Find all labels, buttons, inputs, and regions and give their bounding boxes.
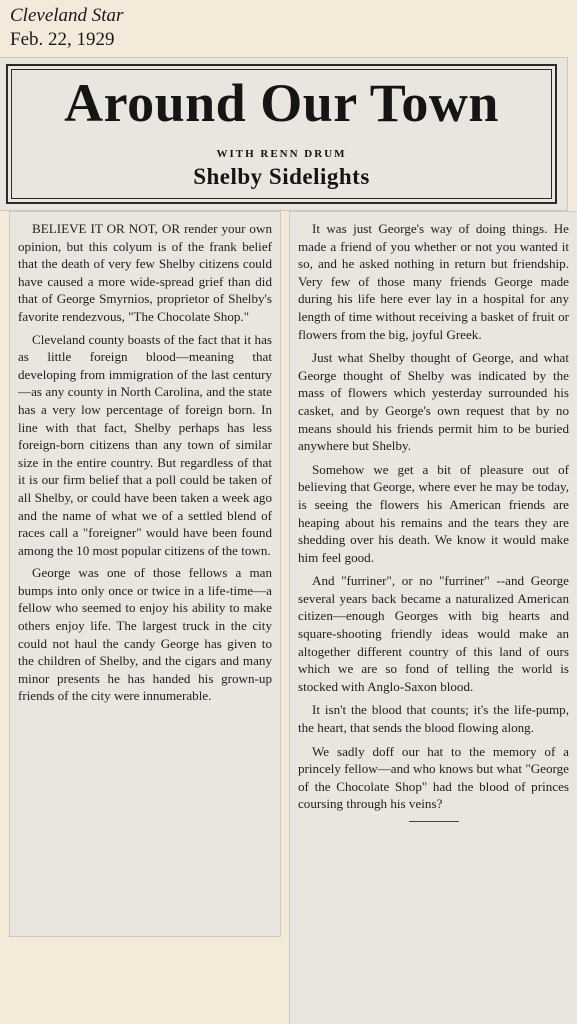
right-column-clipping (290, 212, 577, 1024)
article-paragraph: BELIEVE IT OR NOT, OR render your own opinion, but this colyum is of the frank belief that the death of very few Shelby citizens could have caused a more wide-spread grief than did that of George Smyrnios, proprietor of Shelby's favorite rendezvous, "The Chocolate Shop." (18, 221, 272, 324)
column-subtitle: Shelby Sidelights (193, 164, 370, 189)
article-paragraph: Just what Shelby thought of George, and what George thought of Shelby was indicated by the mass of flowers which yesterday surrounded his casket, and by George's own request that by no means should his friends permit him to be buried anywhere but Shelby. (298, 350, 569, 454)
column-byline: WITH RENN DRUM (216, 148, 347, 160)
article-paragraph: We sadly doff our hat to the memory of a princely fellow—and who knows but what "George of the Chocolate Shop" had the blood of princes coursing through his veins? (298, 743, 569, 812)
article-paragraph: It was just George's way of doing things. He made a friend of you whether or not you wanted it so, and he asked nothing in return but friendship. Very few of those many friends George made during his life here ever lay in a hospital for any length of time without receiving a basket of fruit or flowers from the big, joyful Greek. (298, 221, 569, 342)
clipping-caption (10, 4, 123, 52)
article-paragraph: Cleveland county boasts of the fact that it has as little foreign blood—meaning that developing from immigration of the last century—as any county in North Carolina, and the state has a very low percentage of foreign born. In line with that fact, Shelby perhaps has less foreign-born citizens than any town of similar size in the entire country. But regardless of that it is our firm belief that a poll could be taken of all Shelby, or could have been taken a week ago and the name of what we of a settled blend of races call a "foreigner" would have been found among the 10 most popular citizens of the town. (18, 331, 272, 558)
publication-name: Cleveland Star (10, 5, 124, 26)
article-paragraph: Somehow we get a bit of pleasure out of believing that George, where ever he may be today, is seeing the flowers his American friends are heaping about his remains and the tears they are shedding over his death. We know it would make him feel good. (298, 461, 569, 565)
publication-date: Feb. 22, 1929 (10, 29, 115, 50)
left-column-clipping (10, 212, 280, 936)
headline-clipping (0, 58, 567, 210)
column-title: Around Our Town (64, 73, 499, 133)
article-paragraph: It isn't the blood that counts; it's the life-pump, the heart, that sends the blood flowing along. (298, 702, 569, 736)
headline-box (6, 64, 557, 204)
article-paragraph: And "furriner", or no "furriner" --and George several years back became a naturalized American citizen—enough Georges with big hearts and square-shooting friendly ideas would make an altogether different country of this land of ours which we are so fond of telling the world is stocked with Anglo-Saxon blood. (298, 573, 569, 694)
article-paragraph: George was one of those fellows a man bumps into only once or twice in a life-time—a fellow who seemed to enjoy his ability to make others enjoy life. The largest truck in the city could not haul the candy George has given to the children of Shelby, and the cigars and many minor presents he has handed his grown-up friends of the city were innumerable. (18, 565, 272, 704)
end-rule-divider (409, 821, 459, 822)
